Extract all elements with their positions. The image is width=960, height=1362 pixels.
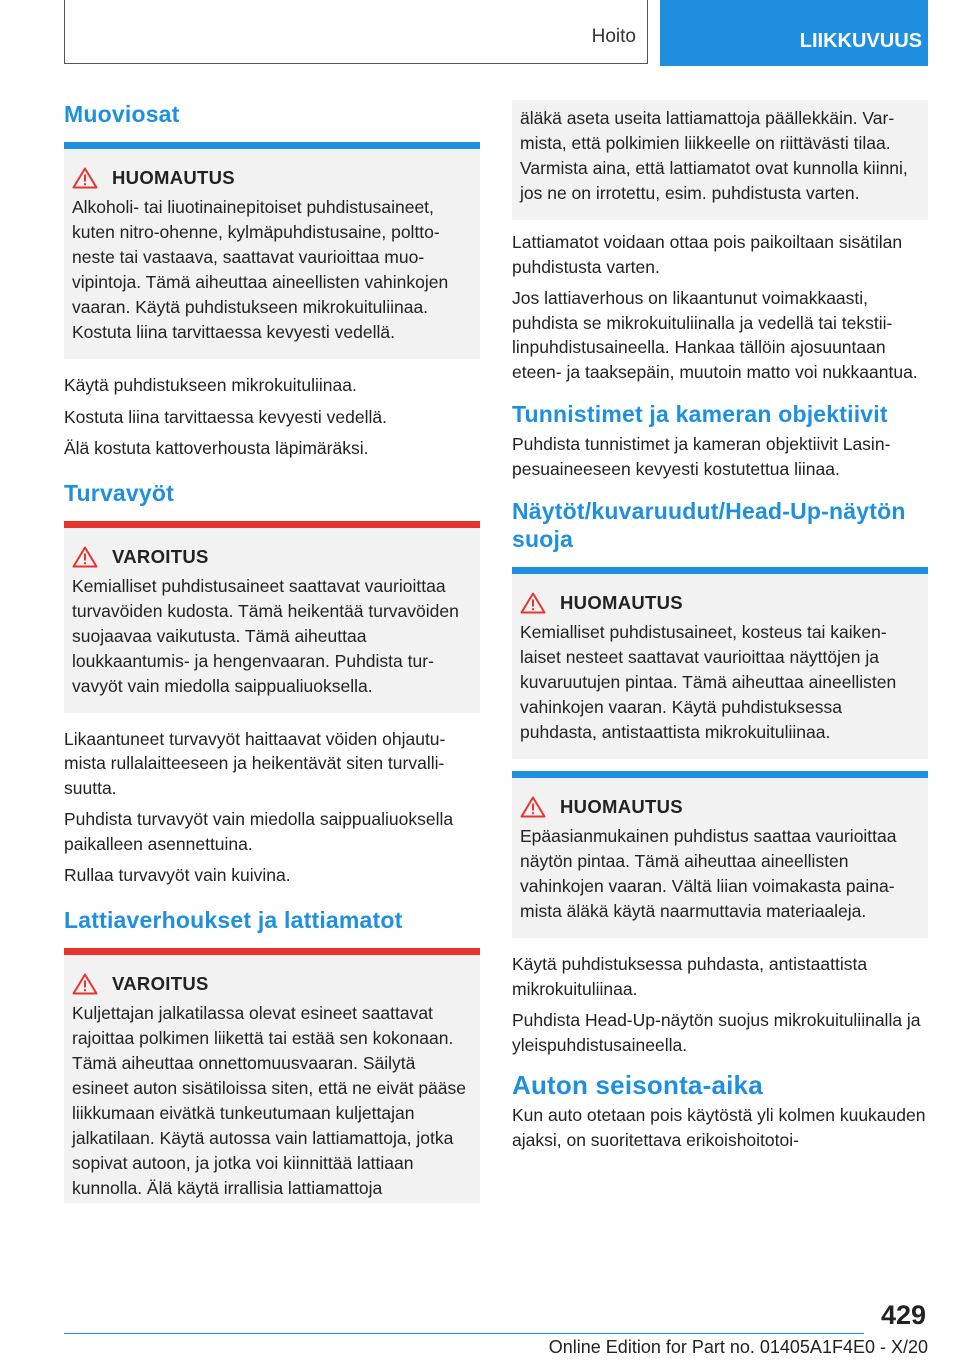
notice-huomautus-naytot-1 bbox=[512, 567, 928, 759]
notice-text: Epäasianmukainen puhdistus saattaa vaurioittaa näytön pintaa. Tämä aiheuttaa aineellisten vahinkojen vaaran. Vältä liian voimakasta painamista äläkä käytä naarmuttavia materiaaleja. bbox=[520, 826, 897, 921]
header-section-title: Hoito bbox=[591, 26, 636, 47]
heading-turvavyot: Turvavyöt bbox=[64, 479, 175, 506]
page-header bbox=[64, 0, 928, 66]
notice-text: Kemialliset puhdistusaineet, kosteus tai kaikenlaiset nesteet saattavat vaurioittaa näyttöjen ja kuvaruutujen pintaa. Tämä aiheuttaa aineellisten vahinkojen vaaran. Käytä puhdistuksessa puhdasta, antistaattista mikrokuituliinaa. bbox=[520, 622, 897, 742]
warning-triangle-icon bbox=[72, 546, 98, 568]
heading-naytot: Näytöt/kuvaruudut/Head-Up-näytön suoja bbox=[512, 498, 906, 552]
paragraph: Käytä puhdistukseen mikrokuituliinaa. bbox=[64, 375, 357, 395]
page-number: 429 bbox=[880, 1300, 926, 1330]
warning-triangle-icon bbox=[72, 973, 98, 995]
paragraph: Kun auto otetaan pois käytöstä yli kolmen kuukauden ajaksi, on suoritettava erikoishoitotoi- bbox=[512, 1105, 926, 1150]
notice-varoitus-lattiamatot bbox=[64, 948, 480, 1203]
paragraph: Puhdista tunnistimet ja kameran objektiivit Lasinpesuaineeseen kevyesti kostutettua liinaa. bbox=[512, 434, 891, 479]
notice-title: HUOMAUTUS bbox=[560, 796, 683, 817]
footer-divider bbox=[64, 1333, 864, 1334]
paragraph: Jos lattiaverhous on likaantunut voimakkaasti, puhdista se mikrokuituliinalla ja vedellä tai tekstiilinpuhdistusaineella. Hankaa tällöin ajosuuntaan eteen- ja taaksepäin, muutoin matto voi nukkaantua. bbox=[512, 288, 918, 382]
paragraph: Rullaa turvavyöt vain kuivina. bbox=[64, 865, 291, 885]
notice-varoitus-turvavyot bbox=[64, 521, 480, 713]
warning-triangle-icon bbox=[72, 167, 98, 189]
header-chapter-tab[interactable]: LIIKKUVUUS bbox=[660, 0, 928, 66]
paragraph: Kostuta liina tarvittaessa kevyesti vedellä. bbox=[64, 406, 387, 427]
warning-triangle-icon bbox=[520, 796, 546, 818]
right-column bbox=[512, 100, 928, 1159]
notice-title: HUOMAUTUS bbox=[560, 592, 683, 613]
paragraph: Älä kostuta kattoverhousta läpimäräksi. bbox=[64, 438, 369, 458]
heading-muoviosat: Muoviosat bbox=[64, 101, 180, 127]
notice-title: HUOMAUTUS bbox=[112, 167, 235, 188]
notice-text: Kuljettajan jalkatilassa olevat esineet saattavat rajoittaa polkimen liikettä tai estää sen kokonaan. Tämä aiheuttaa onnettomuusvaaran. Säilytä esineet auton sisätiloissa siten, että ne eivät pääse liikkumaan eivätkä tunkeutumaan kuljettajan jalkatilaan. Käytä autossa vain lattiamattoja, jotka sopivat autoon, ja jotka voi kiinnittää lattiaan kunnolla. Älä käytä irrallisia lattiamattoja bbox=[72, 1002, 466, 1198]
notice-text: Kemialliset puhdistusaineet saattavat vaurioittaa turvavöiden kudosta. Tämä heikentää turvavöiden suojaavaa vaikutusta. Tämä aiheuttaa loukkaantumis- ja hengenvaaran. Puhdista turvavyöt vain miedolla saippualiuoksella. bbox=[72, 575, 459, 696]
paragraph: Puhdista turvavyöt vain miedolla saippualiuoksella paikalleen asennettuina. bbox=[64, 809, 454, 854]
paragraph: Lattiamatot voidaan ottaa pois paikoiltaan sisätilan puhdistusta varten. bbox=[512, 232, 903, 277]
notice-title: VAROITUS bbox=[112, 972, 209, 994]
paragraph: Käytä puhdistuksessa puhdasta, antistaattista mikrokuituliinaa. bbox=[512, 954, 868, 999]
paragraph: Likaantuneet turvavyöt haittaavat vöiden ohjautumista rullalaitteeseen ja heikentävät siten turvallisuutta. bbox=[64, 728, 446, 798]
warning-triangle-icon bbox=[520, 592, 546, 614]
left-column bbox=[64, 100, 480, 1203]
notice-huomautus-naytot-2 bbox=[512, 771, 928, 938]
notice-title: VAROITUS bbox=[112, 545, 209, 567]
heading-seisonta-aika: Auton seisonta-aika bbox=[512, 1070, 763, 1100]
notice-huomautus-muoviosat bbox=[64, 142, 480, 359]
notice-continuation bbox=[512, 100, 928, 220]
heading-tunnistimet: Tunnistimet ja kameran objektiivit bbox=[512, 401, 888, 427]
notice-text: äläkä aseta useita lattiamattoja päällekkäin. Varmista, että polkimien liikkeelle on riittävästi tilaa. Varmista aina, että lattiamatot ovat kunnolla kiinni, jos ne on irrotettu, esim. puhdistusta varten. bbox=[520, 108, 908, 203]
footer-edition: Online Edition for Part no. 01405A1F4E0 - X/20 bbox=[548, 1337, 928, 1357]
notice-text: Alkoholi- tai liuotinainepitoiset puhdistusaineet, kuten nitro-ohenne, kylmäpuhdistusaine, polttoneste tai vastaava, saattavat vaurioittaa muovipintoja. Tämä aiheuttaa aineellisten vahinkojen vaaran. Käytä puhdistukseen mikrokuituliinaa. Kostuta liina tarvittaessa kevyesti vedellä. bbox=[72, 197, 449, 342]
paragraph: Puhdista Head-Up-näytön suojus mikrokuituliinalla ja yleispuhdistusaineella. bbox=[512, 1010, 921, 1055]
heading-lattiaverhoukset: Lattiaverhoukset ja lattiamatot bbox=[64, 906, 403, 933]
header-frame bbox=[64, 0, 648, 64]
